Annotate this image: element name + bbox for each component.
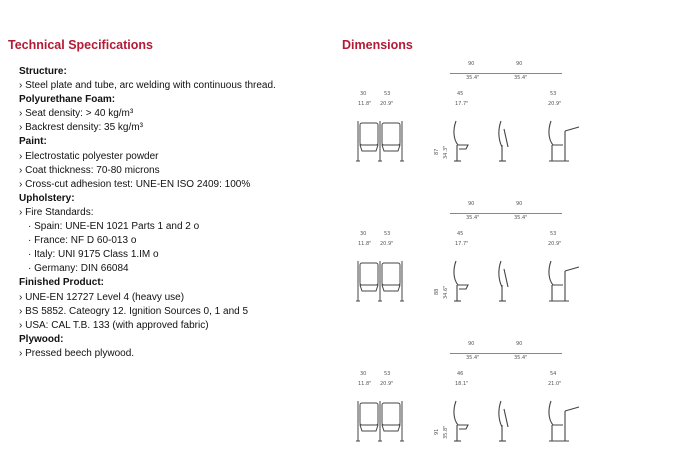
top-dimension-cm: 90 xyxy=(516,201,523,207)
depth-dimension-cm: 45 xyxy=(457,231,464,237)
table-dimension-cm: 53 xyxy=(550,231,557,237)
spec-item: › Steel plate and tube, arc welding with continuous thread. xyxy=(19,80,276,92)
width-dimension-in: 20.9" xyxy=(380,241,394,247)
dimensions-heading: Dimensions xyxy=(342,38,413,52)
front-view-chairs-drawing xyxy=(356,119,406,165)
width-dimension-in: 11.8" xyxy=(358,381,372,387)
spec-item: › USA: CAL T.B. 133 (with approved fabric) xyxy=(19,319,209,331)
top-dimension-cm: 90 xyxy=(516,61,523,67)
height-dimension-cm: 87 xyxy=(434,148,440,155)
top-dimension-in: 35.4" xyxy=(466,75,480,81)
spec-item: › Fire Standards: xyxy=(19,206,94,218)
spec-item: › Seat density: > 40 kg/m³ xyxy=(19,108,134,120)
width-dimension-cm: 30 xyxy=(360,231,367,237)
side-view-chair-with-tablet-drawing xyxy=(545,259,583,305)
depth-dimension-cm: 45 xyxy=(457,91,464,97)
width-dimension-in: 20.9" xyxy=(380,101,394,107)
height-dimension-in: 34.6" xyxy=(443,285,449,299)
spec-item: › Coat thickness: 70-80 microns xyxy=(19,164,160,176)
spec-section-title: Finished Product: xyxy=(19,277,104,289)
width-dimension-cm: 53 xyxy=(384,371,391,377)
side-view-chair-with-tablet-drawing xyxy=(545,399,583,445)
width-dimension-in: 11.8" xyxy=(358,241,372,247)
height-dimension-in: 34.3" xyxy=(443,145,449,159)
spec-item: › Electrostatic polyester powder xyxy=(19,150,159,162)
width-dimension-cm: 53 xyxy=(384,91,391,97)
spec-item: › BS 5852. Cateogry 12. Ignition Sources 0, 1 and 5 xyxy=(19,305,249,317)
top-dimension-in: 35.4" xyxy=(514,75,528,81)
specifications-list xyxy=(19,65,329,361)
depth-dimension-in: 17.7" xyxy=(455,241,469,247)
front-view-chairs-drawing xyxy=(356,259,406,305)
width-dimension-in: 20.9" xyxy=(380,381,394,387)
front-view-chairs-drawing xyxy=(356,399,406,445)
side-view-chair-drawing xyxy=(450,119,474,165)
spec-section-title: Structure: xyxy=(19,66,67,77)
top-dimension-cm: 90 xyxy=(468,341,475,347)
spec-item: · Germany: DIN 66084 xyxy=(28,263,129,275)
side-view-chair-with-tablet-drawing xyxy=(545,119,583,165)
top-dimension-in: 35.4" xyxy=(514,215,528,221)
top-dimension-line xyxy=(450,353,506,354)
technical-specifications-heading: Technical Specifications xyxy=(8,38,153,52)
height-dimension-cm: 91 xyxy=(434,428,440,435)
top-dimension-in: 35.4" xyxy=(466,215,480,221)
width-dimension-cm: 53 xyxy=(384,231,391,237)
height-dimension-in: 35.8" xyxy=(443,425,449,439)
spec-item: › Backrest density: 35 kg/m³ xyxy=(19,122,143,134)
spec-item: › UNE-EN 12727 Level 4 (heavy use) xyxy=(19,291,185,303)
dimensions-drawings xyxy=(340,55,675,465)
top-dimension-in: 35.4" xyxy=(514,355,528,361)
spec-section-title: Plywood: xyxy=(19,333,64,345)
side-view-chair-drawing xyxy=(450,399,474,445)
top-dimension-line xyxy=(450,73,506,74)
spec-item: · Spain: UNE-EN 1021 Parts 1 and 2 o xyxy=(28,221,200,233)
top-dimension-cm: 90 xyxy=(468,201,475,207)
top-dimension-line xyxy=(506,73,562,74)
top-dimension-line xyxy=(506,213,562,214)
table-dimension-cm: 54 xyxy=(550,371,557,377)
table-dimension-cm: 53 xyxy=(550,91,557,97)
top-dimension-line xyxy=(450,213,506,214)
spec-section-title: Upholstery: xyxy=(19,192,75,204)
table-dimension-in: 20.9" xyxy=(548,101,562,107)
table-dimension-in: 20.9" xyxy=(548,241,562,247)
side-view-chair-drawing xyxy=(450,259,474,305)
top-dimension-cm: 90 xyxy=(468,61,475,67)
spec-section-title: Paint: xyxy=(19,136,47,148)
spec-item: › Pressed beech plywood. xyxy=(19,347,135,359)
depth-dimension-in: 17.7" xyxy=(455,101,469,107)
top-dimension-in: 35.4" xyxy=(466,355,480,361)
depth-dimension-cm: 46 xyxy=(457,371,464,377)
side-view-folded-chair-drawing xyxy=(495,399,515,445)
depth-dimension-in: 18.1" xyxy=(455,381,469,387)
spec-section-title: Polyurethane Foam: xyxy=(19,94,116,106)
side-view-folded-chair-drawing xyxy=(495,259,515,305)
top-dimension-cm: 90 xyxy=(516,341,523,347)
spec-item: · Italy: UNI 9175 Class 1.IM o xyxy=(28,249,159,261)
width-dimension-in: 11.8" xyxy=(358,101,372,107)
spec-item: · France: NF D 60-013 o xyxy=(28,235,137,247)
top-dimension-line xyxy=(506,353,562,354)
spec-item: › Cross-cut adhesion test: UNE-EN ISO 2409: 100% xyxy=(19,178,251,190)
width-dimension-cm: 30 xyxy=(360,91,367,97)
side-view-folded-chair-drawing xyxy=(495,119,515,165)
width-dimension-cm: 30 xyxy=(360,371,367,377)
table-dimension-in: 21.0" xyxy=(548,381,562,387)
height-dimension-cm: 88 xyxy=(434,288,440,295)
